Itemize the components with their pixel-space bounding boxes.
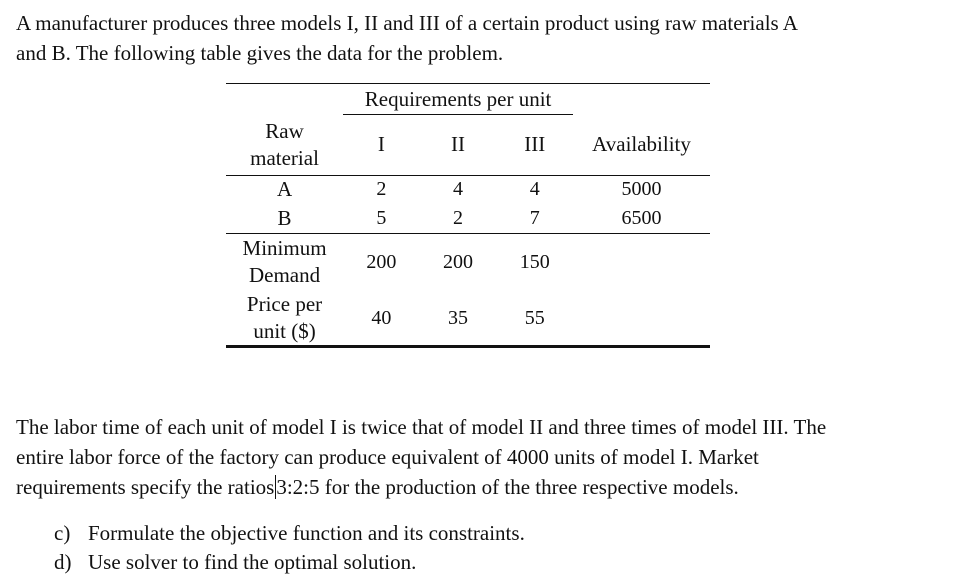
list-marker-d: d) — [54, 550, 72, 574]
list-text-c: Formulate the objective function and its constraints. — [88, 521, 525, 545]
labor-line-1: The labor time of each unit of model I is twice that of model II and three times of model III. The — [16, 415, 827, 439]
min-demand-2: 200 — [443, 250, 474, 273]
material-b: B — [226, 204, 343, 233]
list-item-d — [54, 547, 416, 577]
model-header-3: III — [496, 115, 573, 175]
min-demand-label: Minimum Demand — [242, 236, 327, 288]
model-header-2: II — [420, 115, 497, 175]
model-header-1: I — [343, 115, 420, 175]
list-text-d: Use solver to find the optimal solution. — [88, 550, 417, 574]
price-3: 55 — [496, 291, 573, 347]
price-label: Price per unit ($) — [226, 291, 343, 347]
availability-b: 6500 — [573, 204, 710, 233]
availability-header: Availability — [573, 115, 710, 175]
labor-paragraph — [16, 412, 951, 502]
cell-a-3: 4 — [529, 178, 540, 201]
min-demand-3: 150 — [519, 250, 550, 273]
price-2: 35 — [420, 291, 497, 347]
cell-a-2: 4 — [453, 178, 464, 201]
cell-a-1: 2 — [376, 178, 387, 201]
intro-line-2: and B. The following table gives the data for the problem. — [16, 41, 504, 65]
intro-paragraph — [16, 8, 951, 68]
availability-a: 5000 — [621, 178, 662, 201]
requirements-table — [226, 83, 710, 348]
cell-b-2: 2 — [420, 204, 497, 233]
list-item-c — [54, 518, 525, 548]
price-1: 40 — [343, 291, 420, 347]
material-a: A — [276, 177, 293, 202]
intro-line-1: A manufacturer produces three models I, II and III of a certain product using raw materials A — [16, 11, 798, 35]
cell-b-1: 5 — [343, 204, 420, 233]
cell-b-3: 7 — [496, 204, 573, 233]
raw-material-header: Raw material — [226, 115, 343, 175]
list-marker-c: c) — [54, 521, 71, 545]
labor-line-2: entire labor force of the factory can produce equivalent of 4000 units of model I. Market — [16, 445, 759, 469]
min-demand-1: 200 — [366, 250, 397, 273]
labor-line-3: requirements specify the ratios3:2:5 for the production of the three respective models. — [16, 475, 739, 499]
group-header: Requirements per unit — [343, 84, 573, 116]
